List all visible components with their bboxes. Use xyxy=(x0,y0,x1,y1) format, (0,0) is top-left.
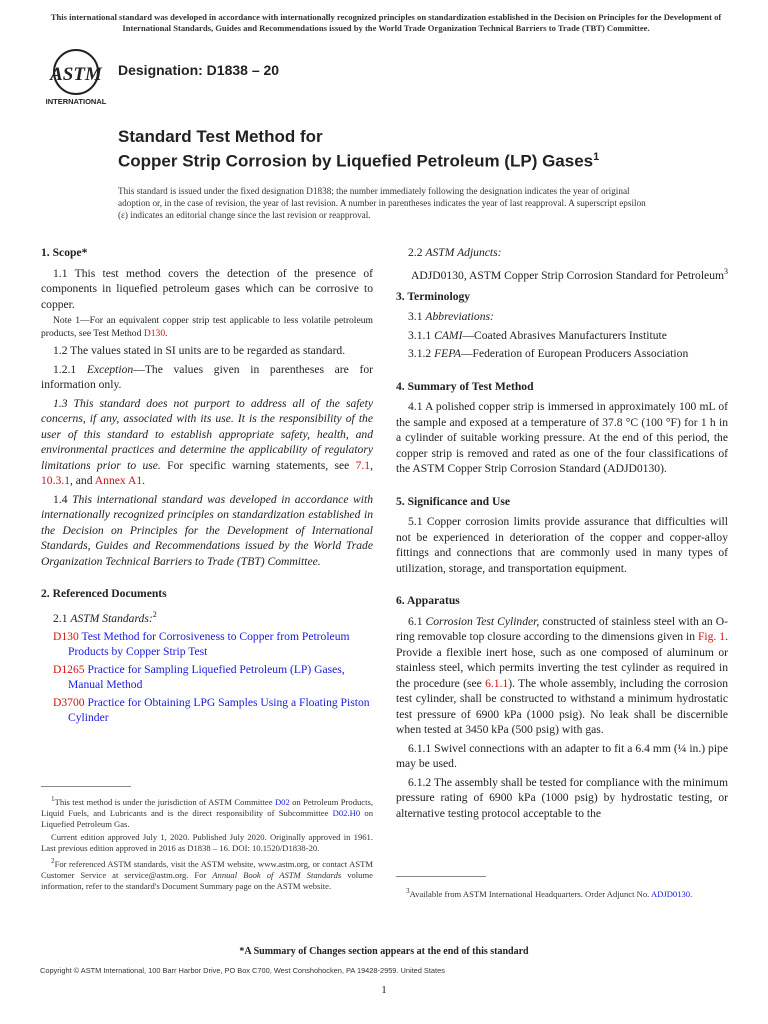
paragraph-1-2: 1.2 The values stated in SI units are to be regarded as standard. xyxy=(53,344,346,357)
paragraph-2-2: 2.2 ASTM Adjuncts: xyxy=(408,246,502,259)
reference-item[interactable]: D130 Test Method for Corrosiveness to Copper from Petroleum Products by Copper Strip Test xyxy=(53,629,350,659)
section-heading-significance: 5. Significance and Use xyxy=(396,494,511,508)
footnote-rule xyxy=(41,786,131,787)
link-d02-h0[interactable]: D02.H0 xyxy=(332,807,361,818)
paragraph-2-1: 2.1 ASTM Standards:$^2$ xyxy=(53,609,157,625)
astm-logo xyxy=(40,46,112,108)
intro-paragraph: This standard is issued under the fixed designation D1838; the number immediately following the designation indicates the year of original adoption or, in the case of revision, the year of last revision. A number in parentheses indicates the year of last reapproval. A superscript epsilon (ε) indicates an editorial change since the last revision or reapproval. xyxy=(118,186,646,220)
document-title: Standard Test Method for Copper Strip Corrosion by Liquefied Petroleum (LP) Gases$^1$ xyxy=(118,127,600,171)
link-6-1-1[interactable]: 6.1.1 xyxy=(485,676,509,690)
footnote-1-edition: Current edition approved July 1, 2020. Published July 2020. Originally approved in 1961. Last previous edition approved in 2016 as D1838 – 16. DOI: 10.1520/D1838-20. xyxy=(41,831,373,853)
note-1: Note 1—For an equivalent copper strip test applicable to less volatile petroleum products, see Test Method D130. xyxy=(41,315,373,339)
right-column xyxy=(396,245,728,824)
link-d02[interactable]: D02 xyxy=(274,796,290,807)
link-7-1[interactable]: 7.1 xyxy=(355,458,371,472)
paragraph-6-1-1: 6.1.1 Swivel connections with an adapter to fit a 6.4 mm (¼ in.) pipe may be used. xyxy=(396,741,728,771)
paragraph-5-1: 5.1 Copper corrosion limits provide assurance that difficulties will not be experienced in deterioration of the copper and copper-alloy fittings and connections that are commonly used in many types of utilization, storage, and transportation equipment. xyxy=(396,515,728,575)
summary-of-changes-note: *A Summary of Changes section appears at the end of this standard xyxy=(239,946,529,957)
section-heading-scope: 1. Scope* xyxy=(41,246,88,259)
footnote-rule xyxy=(396,876,486,877)
link-10-3-1[interactable]: 10.3.1 xyxy=(41,474,70,487)
page-number: 1 xyxy=(381,984,387,996)
copyright-line: Copyright © ASTM International, 100 Barr Harbor Drive, PO Box C700, West Conshohocken, PA 19428-2959. United States xyxy=(40,966,445,975)
link-annex-a1[interactable]: Annex A1 xyxy=(94,474,143,487)
section-heading-summary: 4. Summary of Test Method xyxy=(396,379,534,393)
paragraph-3-1-1: 3.1.1 CAMI—Coated Abrasives Manufacturers Institute xyxy=(408,328,667,342)
left-column xyxy=(41,245,373,728)
svg-text:INTERNATIONAL: INTERNATIONAL xyxy=(45,97,107,106)
top-note: This international standard was developed in accordance with internationally recognized principles on standardization established in the Decision on Principles for the Development of International Standards, Guides and Recommendations issued by the World Trade Organization Technical Barriers to Trade (TBT) Committee. xyxy=(50,12,722,33)
link-d130[interactable]: D130 xyxy=(143,327,166,339)
paragraph-6-1: 6.1 Corrosion Test Cylinder, constructed of stainless steel with an O-ring removable top closure according to the dimensions given in Fig. 1. Provide a flexible inert hose, such as one composed of aluminum or stainless steel, which permits inverting the test cylinder as required in the procedure (see 6.1.1). The whole assembly, including the corrosion test cylinder, shall be constructed to withstand a minimum hydrostatic test pressure of 6900 kPa (1000 psig). No leak shall be discernible when tested at 3450 kPa (500 psig) with gas. xyxy=(396,614,728,737)
footnote-1: $^1$This test method is under the jurisdiction of ASTM Committee D02 on Petroleum Products, Liquid Fuels, and Lubricants and is the direct responsibility of Subcommittee D02.H0 on Liquefied Petroleum Gas. xyxy=(41,795,373,829)
paragraph-6-1-2: 6.1.2 The assembly shall be tested for compliance with the minimum pressure rating of 6900 kPa (1000 psig) by hydrostatic testing, or alternative testing protocol acceptable to the xyxy=(396,775,728,820)
adjunct-item: ADJD0130, ASTM Copper Strip Corrosion Standard for Petroleum$^3$ xyxy=(411,266,729,282)
link-fig-1[interactable]: Fig. 1 xyxy=(697,630,726,644)
paragraph-3-1-2: 3.1.2 FEPA—Federation of European Producers Association xyxy=(408,347,689,361)
designation: Designation: D1838 – 20 xyxy=(118,62,280,78)
svg-text:ASTM: ASTM xyxy=(50,64,102,85)
paragraph-1-3: 1.3 This standard does not purport to address all of the safety concerns, if any, associated with its use. It is the responsibility of the user of this standard to establish appropriate safety, health, and environmental practices and determine the applicability of regulatory limitations prior to use. For specific warning statements, see 7.1, 10.3.1, and Annex A1. xyxy=(41,396,373,487)
section-heading-referenced: 2. Referenced Documents xyxy=(41,587,167,600)
footnote-2: $^2$For referenced ASTM standards, visit the ASTM website, www.astm.org, or contact ASTM Customer Service at service@astm.org. For Annual Book of ASTM Standards volume information, refer to the standard's Document Summary page on the ASTM website. xyxy=(41,856,373,891)
reference-list xyxy=(41,629,373,726)
footnotes-left xyxy=(41,794,373,894)
section-heading-apparatus: 6. Apparatus xyxy=(396,594,460,608)
footnotes-right xyxy=(396,886,728,902)
reference-item[interactable]: D3700 Practice for Obtaining LPG Samples Using a Floating Piston Cylinder xyxy=(53,695,370,725)
paragraph-1-1: 1.1 This test method covers the detection of the presence of components in liquefied petroleum gases which can be corrosive to copper. xyxy=(41,266,373,311)
footnote-3: $^3$Available from ASTM International Headquarters. Order Adjunct No. ADJD0130. xyxy=(406,887,693,899)
paragraph-1-4: 1.4 This international standard was developed in accordance with internationally recognized principles on standardization established in the Decision on Principles for the Development of International Standards, Guides and Recommendations issued by the World Trade Organization Technical Barriers to Trade (TBT) Committee. xyxy=(41,492,373,568)
reference-item[interactable]: D1265 Practice for Sampling Liquefied Petroleum (LP) Gases, Manual Method xyxy=(53,662,345,692)
section-heading-terminology: 3. Terminology xyxy=(396,289,471,303)
paragraph-3-1: 3.1 Abbreviations: xyxy=(408,310,494,324)
paragraph-1-2-1: 1.2.1 Exception—The values given in parentheses are for information only. xyxy=(41,362,373,391)
link-adjd0130[interactable]: ADJD0130 xyxy=(650,888,691,899)
paragraph-4-1: 4.1 A polished copper strip is immersed in approximately 100 mL of the sample and exposed at a temperature of 37.8 °C (100 °F) for 1 h in a cylinder of suitable working pressure. At the end of this period, the copper strip is removed and rated as one of the four classifications of the ASTM Copper Strip Corrosion Standard (ADJD0130). xyxy=(396,400,728,476)
